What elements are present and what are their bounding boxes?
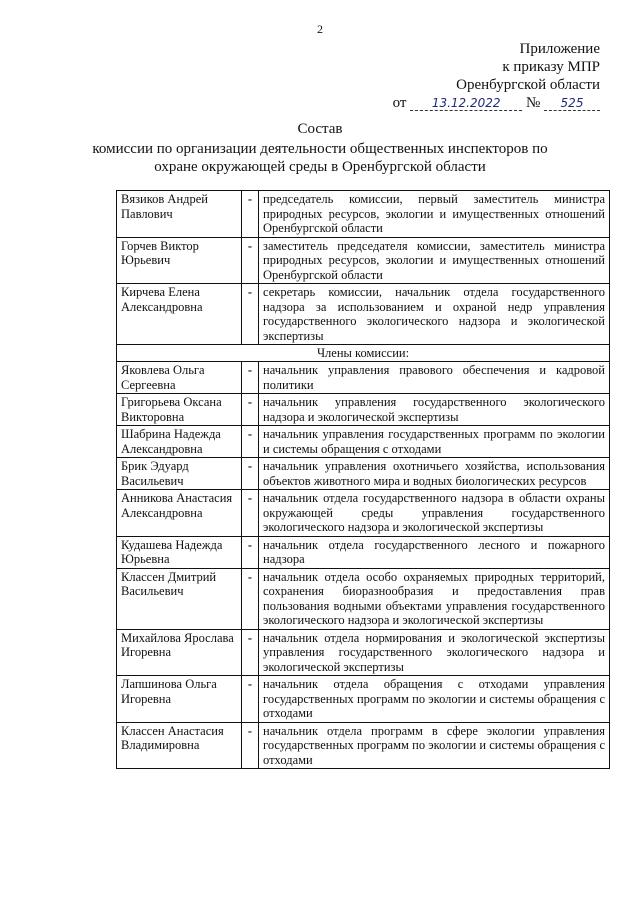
dash-separator: -: [242, 362, 259, 394]
table-row: [117, 394, 610, 426]
person-position: председатель комиссии, первый заместитель министра природных ресурсов, экологии и имущественных отношений Оренбургской области: [259, 191, 610, 238]
leadership-rows: [117, 191, 610, 345]
person-position: заместитель председателя комиссии, заместитель министра природных ресурсов, экологии и имущественных отношений Оренбургской области: [259, 237, 610, 284]
appendix-line3: Оренбургской области: [456, 77, 600, 93]
person-name: Классен Анастасия Владимировна: [117, 722, 242, 769]
order-number: 525: [544, 96, 600, 111]
person-name: Брик Эдуард Васильевич: [117, 458, 242, 490]
table-row: [117, 676, 610, 723]
members-header: Члены комиссии:: [117, 345, 610, 362]
dash-separator: -: [242, 568, 259, 629]
commission-table: [116, 190, 610, 769]
table-row: [117, 490, 610, 537]
title-line3: охране окружающей среды в Оренбургской области: [154, 159, 486, 175]
number-prefix: №: [525, 95, 541, 111]
table-row: [117, 426, 610, 458]
person-name: Михайлова Ярослава Игоревна: [117, 629, 242, 676]
table-row: [117, 722, 610, 769]
dash-separator: -: [242, 284, 259, 345]
table-row: [117, 284, 610, 345]
title-line1: Состав: [297, 121, 343, 137]
person-name: Классен Дмитрий Васильевич: [117, 568, 242, 629]
person-name: Вязиков Андрей Павлович: [117, 191, 242, 238]
person-position: начальник отдела государственного надзора в области охраны окружающей среды управления государственного экологического надзора и экологической экспертизы: [259, 490, 610, 537]
table-row: [117, 191, 610, 238]
appendix-line2: к приказу МПР: [502, 59, 600, 75]
order-line: [393, 94, 600, 112]
person-position: начальник отдела государственного лесного и пожарного надзора: [259, 536, 610, 568]
person-name: Григорьева Оксана Викторовна: [117, 394, 242, 426]
date-prefix: от: [392, 95, 407, 111]
appendix-header: [393, 40, 600, 112]
order-date: 13.12.2022: [410, 96, 522, 111]
dash-separator: -: [242, 458, 259, 490]
person-name: Горчев Виктор Юрьевич: [117, 237, 242, 284]
person-name: Лапшинова Ольга Игоревна: [117, 676, 242, 723]
members-header-row: [117, 345, 610, 362]
person-name: Кирчева Елена Александровна: [117, 284, 242, 345]
person-position: начальник отдела программ в сфере экологии управления государственных программ по экологии и системы обращения с отходами: [259, 722, 610, 769]
person-name: Шабрина Надежда Александровна: [117, 426, 242, 458]
page-number: 2: [317, 22, 323, 36]
person-position: начальник отдела особо охраняемых природных территорий, сохранения биоразнообразия и предоставления прав пользования водными объектами управления государственного экологического надзора и экологической экспертизы: [259, 568, 610, 629]
dash-separator: -: [242, 426, 259, 458]
dash-separator: -: [242, 676, 259, 723]
dash-separator: -: [242, 490, 259, 537]
table-row: [117, 629, 610, 676]
dash-separator: -: [242, 536, 259, 568]
person-position: начальник управления охотничьего хозяйства, использования объектов животного мира и водных биологических ресурсов: [259, 458, 610, 490]
person-position: начальник управления правового обеспечения и кадровой политики: [259, 362, 610, 394]
person-position: начальник управления государственного экологического надзора и экологической экспертизы: [259, 394, 610, 426]
person-name: Яковлева Ольга Сергеевна: [117, 362, 242, 394]
person-position: секретарь комиссии, начальник отдела государственного надзора за использованием и охраной недр управления государственного экологического надзора и экологической экспертизы: [259, 284, 610, 345]
person-position: начальник отдела обращения с отходами управления государственных программ по экологии и системы обращения с отходами: [259, 676, 610, 723]
table-row: [117, 568, 610, 629]
member-rows: [117, 362, 610, 769]
dash-separator: -: [242, 394, 259, 426]
table-row: [117, 237, 610, 284]
dash-separator: -: [242, 191, 259, 238]
document-title: [0, 120, 640, 176]
person-name: Кудашева Надежда Юрьевна: [117, 536, 242, 568]
table-row: [117, 536, 610, 568]
members-header-row-group: [117, 345, 610, 362]
person-position: начальник отдела нормирования и экологической экспертизы управления государственного экологического надзора и экологической экспертизы: [259, 629, 610, 676]
appendix-line1: Приложение: [519, 41, 600, 57]
person-name: Анникова Анастасия Александровна: [117, 490, 242, 537]
dash-separator: -: [242, 237, 259, 284]
person-position: начальник управления государственных программ по экологии и системы обращения с отходами: [259, 426, 610, 458]
table-row: [117, 458, 610, 490]
dash-separator: -: [242, 722, 259, 769]
title-line2: комиссии по организации деятельности общественных инспекторов по: [92, 141, 548, 157]
dash-separator: -: [242, 629, 259, 676]
table-row: [117, 362, 610, 394]
